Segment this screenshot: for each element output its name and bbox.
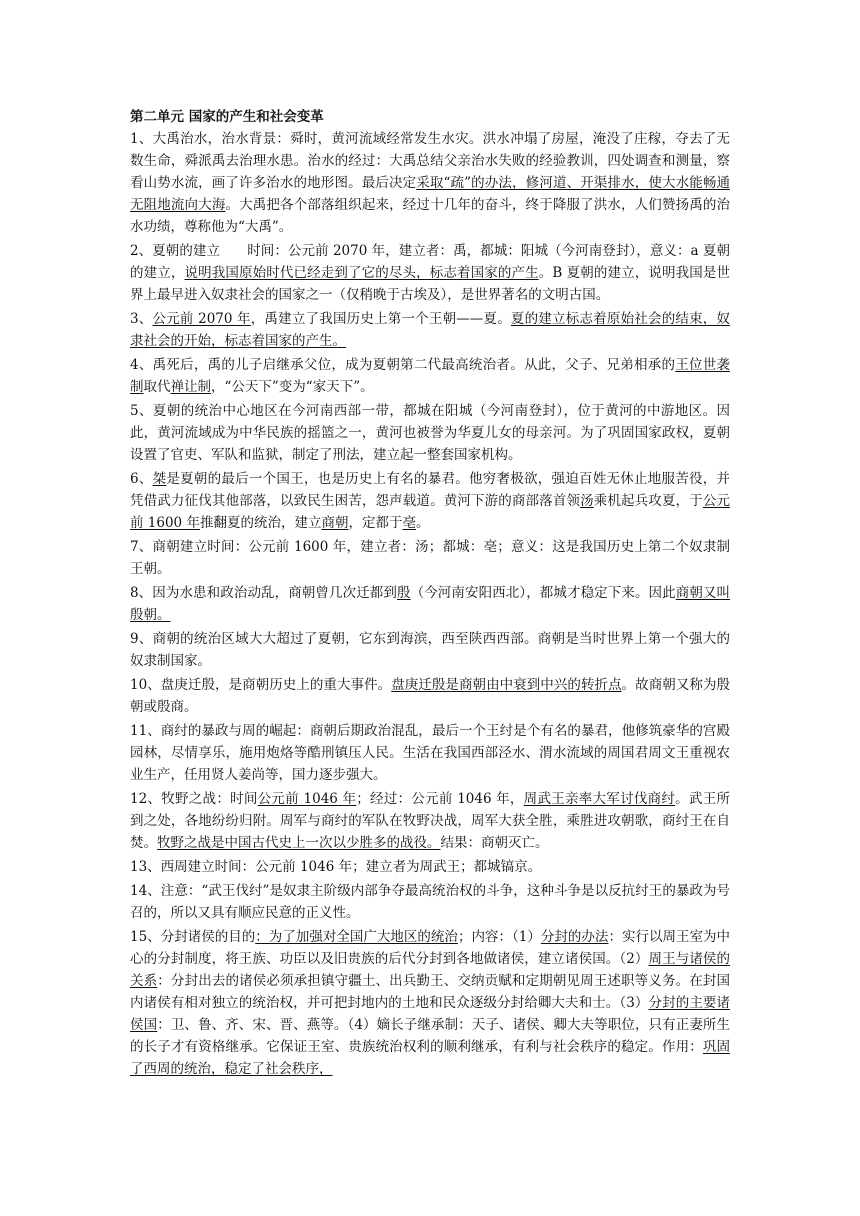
text-segment: 1、大禹治水，治水背景：舜时，黄河流域经常发生水灾。洪水冲塌了房屋，淹没了庄稼，夺去了无数生命，舜派禹去治理水患。治水的经过：大禹总结父亲治水失败的经验教训，四处调查和测量，察看山势水流，画了许多治水的地形图。最后决定 [130, 131, 730, 191]
text-segment: 是夏朝的最后一个国王，也是历史上有名的暴君。他穷奢极欲，强迫百姓无休止地服苦役，并凭借武力征伐其他部落，以致民生困苦，怨声载道。黄河下游的商部落首领 [130, 471, 731, 509]
text-segment: （今河南安阳西北），都城才稳定下来。因此 [410, 585, 676, 601]
underlined-text: 说明我国原始时代已经走到了它的尽头，标志着国家的产生 [184, 265, 539, 281]
underlined-text: 王位世袭制 [130, 357, 730, 395]
text-segment: ，禹建立了我国历史上第一个王朝——夏。 [250, 311, 511, 327]
text-segment: 14、注意：“武王伐纣”是奴隶主阶级内部争夺最高统治权的斗争，这种斗争是以反抗纣王的暴政为号召的，所以又具有顺应民意的正义性。 [130, 883, 730, 921]
text-segment: ；内容：（1） [457, 929, 541, 945]
paragraph [130, 354, 730, 398]
paragraph [130, 880, 730, 924]
underlined-text: 周武王亲率大军讨伐商纣 [523, 791, 676, 807]
paragraph [130, 628, 730, 672]
text-segment: 7、商朝建立时间：公元前 1600 年，建立者：汤；都城：亳；意义：这是我国历史上第二个奴隶制王朝。 [130, 539, 730, 577]
underlined-text: 夏的建立标志着原始社会的结束，奴隶社会的开始，标志着国家的产生。 [130, 311, 731, 349]
paragraph [130, 240, 730, 306]
underlined-text: 禅让制 [170, 379, 211, 395]
underlined-text: 采取“疏”的办法，修河道、开渠排水，使大水能畅通无阻地流向大海 [130, 175, 730, 213]
text-segment: 取代 [143, 379, 171, 395]
text-segment: 10、盘庚迁殷，是商朝历史上的重大事件。 [130, 677, 392, 693]
underlined-text: 商朝又叫殷朝。 [130, 585, 731, 623]
paragraph [130, 128, 730, 238]
paragraph [130, 308, 730, 352]
text-segment: 6、 [130, 471, 153, 487]
text-segment: 3、 [130, 311, 153, 327]
underlined-text: 汤 [580, 493, 594, 509]
text-segment: ，“公天下”变为“家天下”。 [211, 379, 374, 395]
underlined-text: 公元前 1600 年 [130, 493, 731, 531]
text-segment: 8、因为水患和政治动乱，商朝曾几次迁都到 [130, 585, 397, 601]
underlined-text: 桀 [152, 471, 167, 487]
text-segment: 5、夏朝的统治中心地区在今河南西部一带，都城在阳城（今河南登封），位于黄河的中游地区。因此，黄河流域成为中华民族的摇篮之一，黄河也被誉为华夏儿女的母亲河。为了巩固国家政权，夏朝设置了官吏、军队和监狱，制定了刑法，建立起一整套国家机构。 [130, 403, 730, 463]
underlined-text: 盘庚迁殷是商朝由中衰到中兴的转折点 [391, 677, 622, 693]
text-segment: 9、商朝的统治区域大大超过了夏朝，它东到海滨，西至陕西西部。商朝是当时世界上第一个强大的奴隶制国家。 [130, 631, 730, 669]
paragraph [130, 720, 730, 786]
paragraph-list [130, 128, 730, 1080]
paragraph [130, 926, 730, 1080]
underlined-text: 商朝 [321, 515, 349, 531]
paragraph [130, 788, 730, 854]
underlined-text: 分封的办法 [540, 929, 609, 945]
text-segment: ：卫、鲁、齐、宋、晋、燕等。（4）嫡长子继承制：天子、诸侯、卿大夫等职位，只有正妻所生的长子才有资格继承。它保证王室、贵族统治权利的顺利继承，有利与社会秩序的稳定。作用： [130, 1017, 731, 1055]
text-segment: 。大禹把各个部落组织起来，经过十几年的奋斗，终于降服了洪水，人们赞扬禹的治水功绩，尊称他为“大禹”。 [130, 197, 731, 235]
underlined-text: 公元前 2070 年 [152, 311, 251, 327]
text-segment: 13、西周建立时间：公元前 1046 年；建立者为周武王；都城镐京。 [130, 859, 542, 875]
underlined-text: 分封的主要诸侯国 [130, 995, 731, 1033]
text-segment: 。故商朝又称为殷朝或殷商。 [130, 677, 731, 715]
paragraph [130, 674, 730, 718]
text-segment: 4、禹死后，禹的儿子启继承父位，成为夏朝第二代最高统治者。从此，父子、兄弟相承的 [130, 357, 676, 373]
paragraph [130, 400, 730, 466]
text-segment: 15、分封诸侯的目的 [130, 929, 256, 945]
text-segment: 12、牧野之战：时间 [130, 791, 258, 807]
document-page [130, 106, 730, 1082]
underlined-text: 牧野之战是中国古代史上一次以少胜多的战役。 [157, 835, 441, 851]
unit-title: 第二单元 国家的产生和社会变革 [130, 109, 324, 125]
paragraph [130, 536, 730, 580]
paragraph [130, 582, 730, 626]
text-segment: 2、夏朝的建立 时间：公元前 2070 年，建立者：禹，都城：阳城（今河南登封），意义：a 夏朝的建立， [130, 243, 730, 281]
text-segment: 结果：商朝灭亡。 [440, 835, 549, 851]
underlined-text: 殷 [396, 585, 411, 601]
text-segment: ：实行以周王室为中心的分封制度，将王族、功臣以及旧贵族的后代分封到各地做诸侯，建立诸侯国。（2） [130, 929, 731, 967]
text-segment: 乘机起兵攻夏，于 [593, 493, 703, 509]
underlined-text: 亳 [402, 515, 416, 531]
text-segment: 11、商纣的暴政与周的崛起：商朝后期政治混乱，最后一个王纣是个有名的暴君，他修筑豪华的宫殿园林，尽情享乐，施用炮烙等酷刑镇压人民。生活在我国西部泾水、渭水流域的周国君周文王重视农业生产，任用贤人姜尚等，国力逐步强大。 [130, 723, 730, 783]
underlined-text: 巩固了西周的统治，稳定了社会秩序， [130, 1039, 730, 1077]
underlined-text: 公元前 1046 年 [257, 791, 357, 807]
paragraph [130, 468, 730, 534]
underlined-text: 周王与诸侯的关系 [130, 951, 731, 989]
text-segment: ，定都于 [348, 515, 403, 531]
text-segment: 。B 夏朝的建立，说明我国是世界上最早进入奴隶社会的国家之一（仅稍晚于古埃及），是世界著名的文明古国。 [130, 265, 731, 303]
underlined-text: ：为了加强对全国广大地区的统治 [255, 929, 458, 945]
paragraph [130, 856, 730, 878]
text-segment: ：分封出去的诸侯必须承担镇守疆土、出兵勤王、交纳贡赋和定期朝见周王述职等义务。在封国内诸侯有相对独立的统治权，并可把封地内的土地和民众逐级分封给卿大夫和士。（3） [130, 973, 731, 1011]
text-segment: ；经过：公元前 1046 年， [356, 791, 524, 807]
text-segment: 。武王所到之处，各地纷纷归附。周军与商纣的军队在牧野决战，周军大获全胜，乘胜进攻朝歌，商纣王在自焚。 [130, 791, 730, 851]
text-segment: 。 [415, 515, 430, 531]
text-segment: 推翻夏的统治，建立 [199, 515, 322, 531]
